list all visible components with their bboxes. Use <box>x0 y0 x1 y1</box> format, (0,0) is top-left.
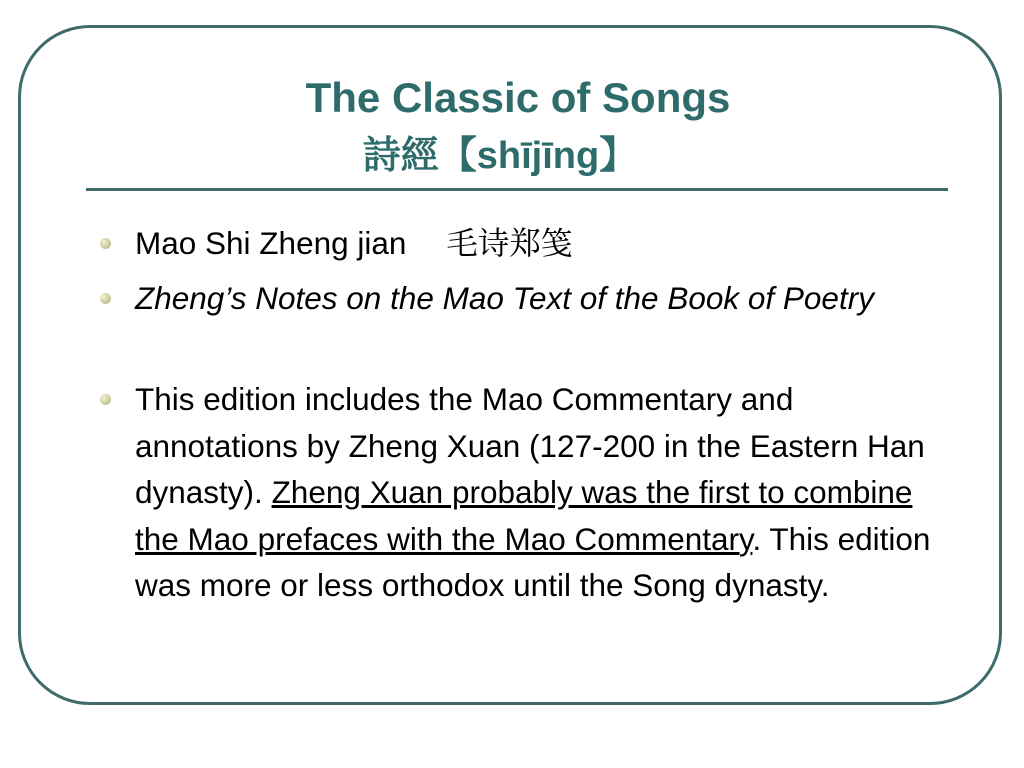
bullet-dot-icon <box>100 238 111 249</box>
slide-title: The Classic of Songs <box>305 74 731 121</box>
romanized-title: Mao Shi Zheng jian <box>135 225 407 261</box>
slide-subtitle: 詩經【shījīng】 <box>362 135 638 177</box>
bullet-text <box>135 220 945 268</box>
description-part1: This edition includes the Mao Commentary and annotations by Zheng Xuan (127-200 in the Eastern Han dynasty). <box>135 381 925 510</box>
description-part2: . This edition was more or less orthodox until the Song dynasty. <box>135 520 931 603</box>
title-divider <box>86 188 948 191</box>
bullet-dot-icon <box>100 394 111 405</box>
description-text <box>135 376 945 609</box>
chinese-title: 毛诗郑笺 <box>446 226 573 262</box>
english-title: Zheng’s Notes on the Mao Text of the Book of Poetry <box>135 280 874 316</box>
bullet-dot-icon <box>100 293 111 304</box>
underlined-claim: Zheng Xuan probably was the first to combine the Mao prefaces with the Mao Commentary <box>135 474 913 557</box>
